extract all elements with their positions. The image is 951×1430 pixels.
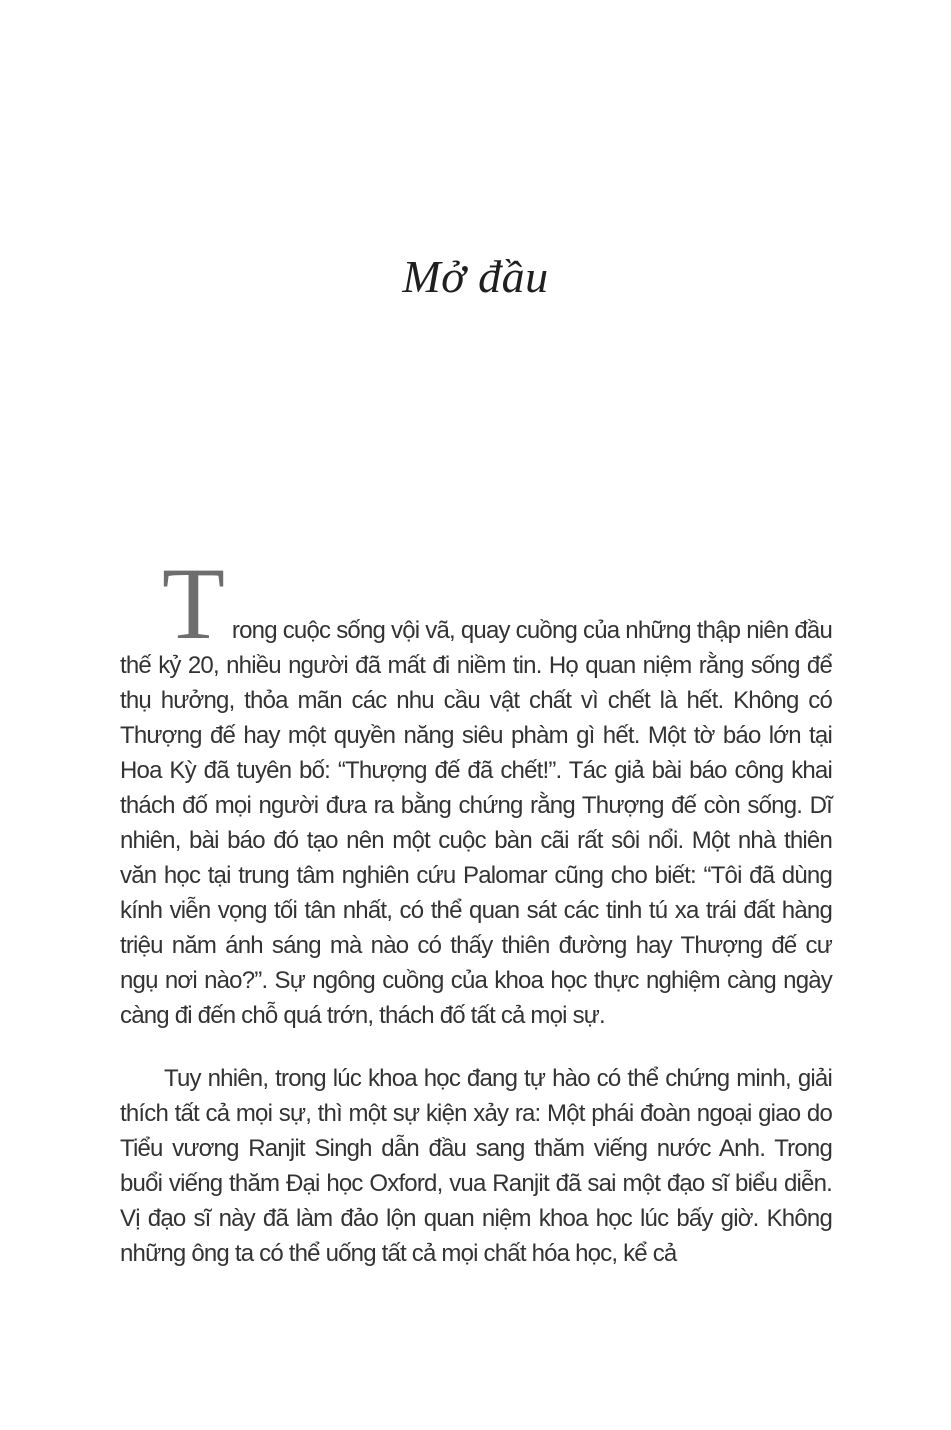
paragraph-text: rong cuộc sống vội vã, quay cuồng của những thập niên đầu thế kỷ 20, nhiều người đã mất đi niềm tin. Họ quan niệm rằng sống để thụ hưởng, thỏa mãn các nhu cầu vật chất vì chết là hết. Không có Thượng đế hay một quyền năng siêu phàm gì hết. Một tờ báo lớn tại Hoa Kỳ đã tuyên bố: “Thượng đế đã chết!”. Tác giả bài báo công khai thách đố mọi người đưa ra bằng chứng rằng Thượng đế còn sống. Dĩ nhiên, bài báo đó tạo nên một cuộc bàn cãi rất sôi nổi. Một nhà thiên văn học tại trung tâm nghiên cứu Palomar cũng cho biết: “Tôi đã dùng kính viễn vọng tối tân nhất, có thể quan sát các tinh tú xa trái đất hàng triệu năm ánh sáng mà nào có thấy thiên đường hay Thượng đế cư ngụ nơi nào?”. Sự ngông cuồng của khoa học thực nghiệm càng ngày càng đi đến chỗ quá trớn, thách đố tất cả mọi sự. [120,617,832,1029]
paragraph-text: Tuy nhiên, trong lúc khoa học đang tự hào có thể chứng minh, giải thích tất cả mọi sự, thì một sự kiện xảy ra: Một phái đoàn ngoại giao do Tiểu vương Ranjit Singh dẫn đầu sang thăm viếng nước Anh. Trong buổi viếng thăm Đại học Oxford, vua Ranjit đã sai một đạo sĩ biểu diễn. Vị đạo sĩ này đã làm đảo lộn quan niệm khoa học lúc bấy giờ. Không những ông ta có thể uống tất cả mọi chất hóa học, kể cả [120,1065,832,1267]
opening-paragraph [120,547,832,1033]
drop-cap-letter: T [162,547,225,661]
chapter-title: Mở đầu [402,251,549,302]
second-paragraph [120,1061,832,1271]
text-block [120,547,832,1271]
